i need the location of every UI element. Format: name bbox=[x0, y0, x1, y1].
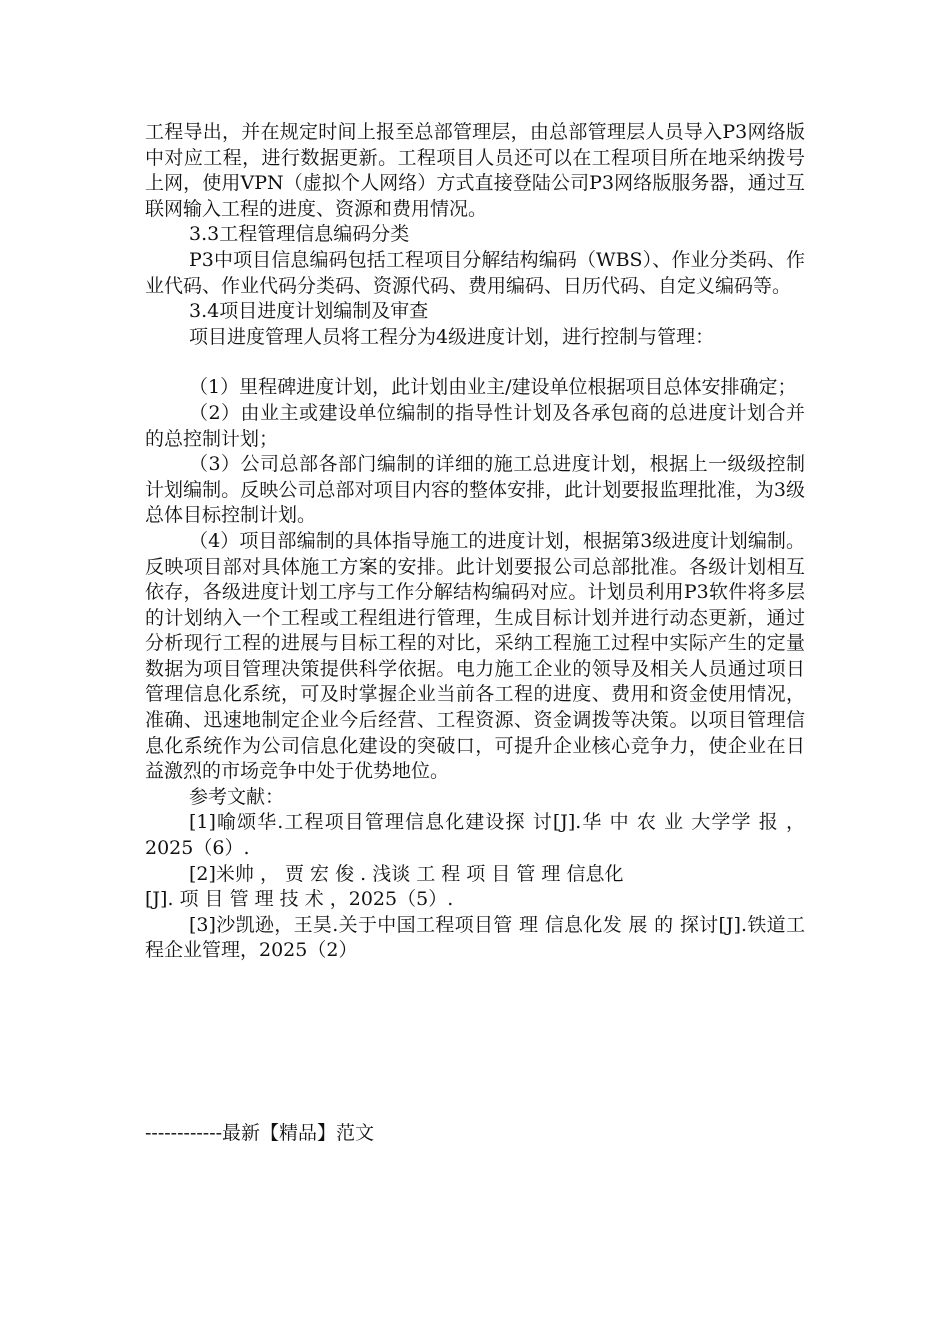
reference-3: [3]沙凯逊，王昊.关于中国工程项目管 理 信息化发 展 的 探讨[J].铁道工程企业管理，2025（2） bbox=[145, 913, 805, 962]
reference-2-line-2: [J]. 项 目 管 理 技 术 ，2025（5）. bbox=[145, 888, 454, 911]
reference-2-line-1: [2]米帅 ， 贾 宏 俊 . 浅谈 工 程 项 目 管 理 信息化 bbox=[189, 862, 624, 885]
blank-line bbox=[145, 350, 805, 375]
paragraph-intro: 工程导出，并在规定时间上报至总部管理层，由总部管理层人员导入P3网络版中对应工程，进行数据更新。工程项目人员还可以在工程项目所在地采纳拨号上网，使用VPN（虚拟个人网络）方式直接登陆公司P3网络版服务器，通过互联网输入工程的进度、资源和费用情况。 bbox=[145, 121, 805, 220]
list-item-1: （1）里程碑进度计划，此计划由业主/建设单位根据项目总体安排确定； bbox=[189, 376, 797, 399]
reference-1: [1]喻颂华.工程项目管理信息化建设探 讨[J].华 中 农 业 大学学 报 ，2025（6）. bbox=[145, 811, 805, 860]
section-heading-3-4: 3.4项目进度计划编制及审查 bbox=[189, 300, 429, 323]
document-body bbox=[145, 120, 805, 964]
references-heading: 参考文献： bbox=[189, 785, 285, 808]
list-item-2: （2）由业主或建设单位编制的指导性计划及各承包商的总进度计划合并的总控制计划； bbox=[145, 401, 805, 450]
list-item-4: （4）项目部编制的具体指导施工的进度计划，根据第3级进度计划编制。反映项目部对具体施工方案的安排。此计划要报公司总部批准。各级计划相互依存，各级进度计划工序与工作分解结构编码对应。计划员利用P3软件将多层的计划纳入一个工程或工程组进行管理，生成目标计划并进行动态更新，通过分析现行工程的进展与目标工程的对比，采纳工程施工过程中实际产生的定量数据为项目管理决策提供科学依据。电力施工企业的领导及相关人员通过项日管理信息化系统，可及时掌握企业当前各工程的进度、费用和资金使用情况，准确、迅速地制定企业今后经营、工程资源、资金调拨等决策。以项目管理信息化系统作为公司信息化建设的突破口，可提升企业核心竞争力，使企业在日益激烈的市场竞争中处于优势地位。 bbox=[145, 529, 805, 783]
footer-banner: ------------最新【精品】范文 bbox=[145, 1122, 375, 1144]
section-heading-3-3: 3.3工程管理信息编码分类 bbox=[189, 223, 410, 246]
paragraph-3-3: P3中项目信息编码包括工程项目分解结构编码（WBS）、作业分类码、作业代码、作业代码分类码、资源代码、费用编码、日历代码、自定义编码等。 bbox=[145, 248, 805, 297]
reference-2 bbox=[145, 862, 805, 888]
paragraph-3-4: 项目进度管理人员将工程分为4级进度计划，进行控制与管理： bbox=[189, 325, 715, 348]
list-item-3: （3）公司总部各部门编制的详细的施工总进度计划，根据上一级级控制计划编制。反映公司总部对项目内容的整体安排，此计划要报监理批准，为3级总体目标控制计划。 bbox=[145, 453, 805, 527]
